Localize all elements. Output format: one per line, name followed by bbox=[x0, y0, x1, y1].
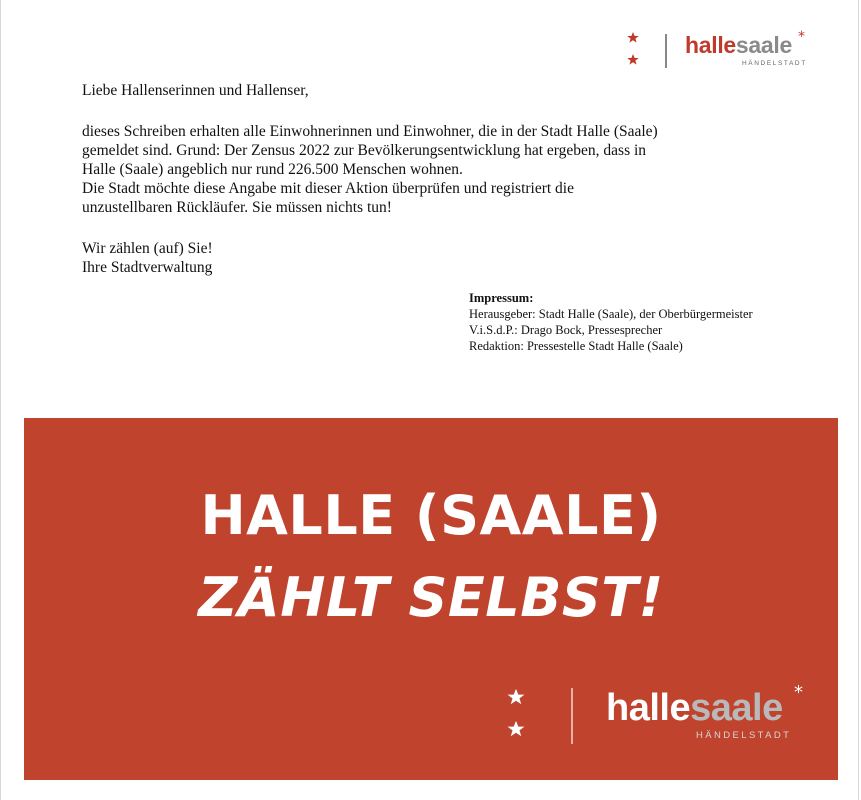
letter-signature: Ihre Stadtverwaltung bbox=[82, 259, 213, 276]
logo-wordmark bbox=[606, 688, 783, 728]
logo-star: * bbox=[794, 682, 803, 703]
campaign-banner bbox=[24, 418, 838, 780]
impressum-heading: Impressum: bbox=[469, 291, 534, 305]
page-edge-right bbox=[858, 0, 859, 800]
logo-separator bbox=[571, 688, 573, 744]
logo-subtitle: HÄNDELSTADT bbox=[696, 730, 792, 741]
letter-line: unzustellbaren Rückläufer. Sie müssen nichts tun! bbox=[82, 199, 392, 216]
letter-closing: Wir zählen (auf) Sie! bbox=[82, 240, 213, 257]
letter-line: Die Stadt möchte diese Angabe mit dieser Aktion überprüfen und registriert die bbox=[82, 180, 574, 197]
letter-salutation: Liebe Hallenserinnen und Hallenser, bbox=[82, 82, 309, 99]
impressum-line: V.i.S.d.P.: Drago Bock, Pressesprecher bbox=[469, 323, 663, 337]
logo-word-saale: saale bbox=[735, 32, 792, 58]
banner-slogan: ZÄHLT SELBST! bbox=[198, 566, 664, 629]
impressum-line: Herausgeber: Stadt Halle (Saale), der Oberbürgermeister bbox=[469, 307, 753, 321]
impressum-line: Redaktion: Pressestelle Stadt Halle (Saale) bbox=[469, 339, 683, 353]
moon-star-emblem-icon bbox=[500, 686, 532, 744]
letter-body bbox=[82, 81, 762, 277]
hallesaale-logo-banner bbox=[500, 682, 820, 750]
letter-line: dieses Schreiben erhalten alle Einwohnerinnen und Einwohner, die in der Stadt Halle (Saale) bbox=[82, 123, 658, 140]
logo-wordmark bbox=[685, 32, 792, 58]
logo-subtitle: HÄNDELSTADT bbox=[742, 60, 807, 67]
logo-separator bbox=[665, 34, 667, 68]
hallesaale-logo-top bbox=[622, 29, 812, 72]
impressum bbox=[469, 290, 753, 354]
logo-word-saale: saale bbox=[690, 687, 783, 729]
letter-line: Halle (Saale) angeblich nur rund 226.500 Menschen wohnen. bbox=[82, 161, 463, 178]
logo-star: * bbox=[798, 29, 805, 45]
moon-star-emblem-icon bbox=[622, 32, 644, 68]
page-edge-left bbox=[0, 0, 1, 800]
logo-word-halle: halle bbox=[606, 687, 691, 729]
letter-line: gemeldet sind. Grund: Der Zensus 2022 zur Bevölkerungsentwicklung hat ergeben, dass in bbox=[82, 142, 647, 159]
logo-word-halle: halle bbox=[685, 32, 736, 58]
banner-headline: HALLE (SAALE) bbox=[200, 484, 662, 547]
